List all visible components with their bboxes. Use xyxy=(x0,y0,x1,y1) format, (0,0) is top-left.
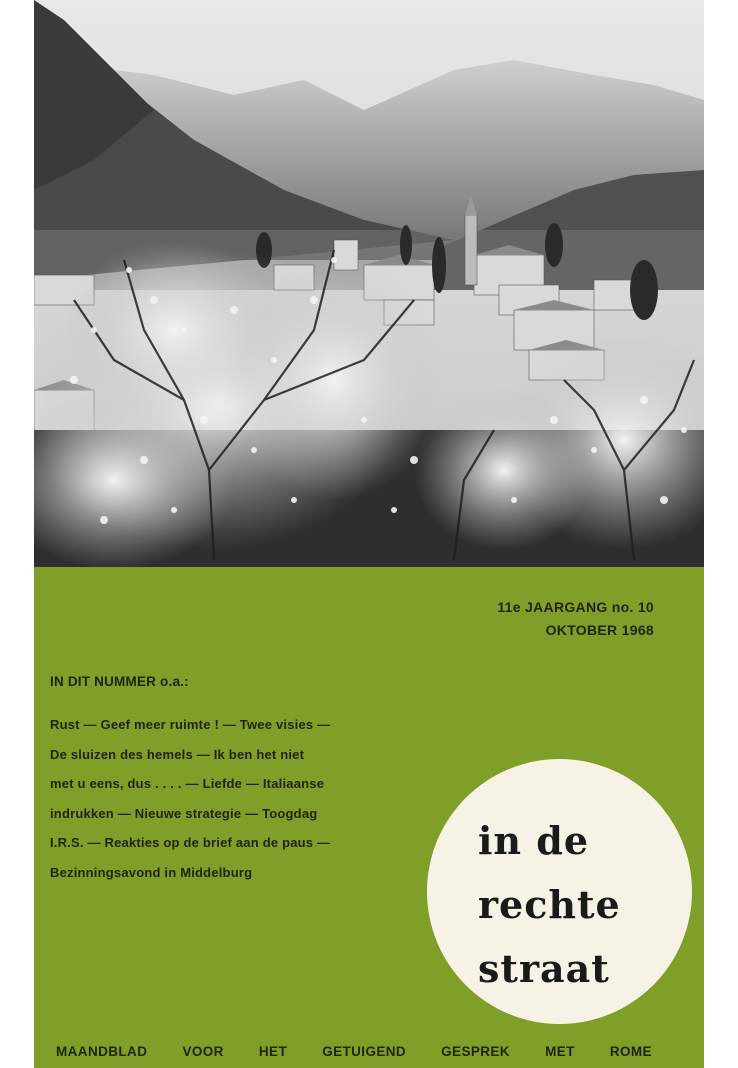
magazine-title xyxy=(478,809,688,1001)
footer-word: GETUIGEND xyxy=(322,1044,407,1059)
title-line: in de xyxy=(478,818,590,863)
issue-info xyxy=(497,596,654,642)
footer-word: ROME xyxy=(609,1044,652,1059)
contents-line: Bezinningsavond in Middelburg xyxy=(50,864,253,880)
footer-word: GESPREK xyxy=(441,1044,510,1059)
contents-line: Rust — Geef meer ruimte ! — Twee visies — xyxy=(50,717,331,732)
footer-tagline xyxy=(56,1044,652,1059)
footer-word: MET xyxy=(545,1044,575,1059)
contents-line: met u eens, dus . . . . — Liefde — Italiaanse xyxy=(50,776,325,791)
cover-photo-mountain-village xyxy=(34,0,704,567)
title-line: rechte xyxy=(478,882,621,927)
magazine-cover xyxy=(34,0,704,1068)
issue-date: OKTOBER 1968 xyxy=(545,622,654,638)
contents-line: indrukken — Nieuwe strategie — Toogdag xyxy=(50,805,318,821)
volume-line: 11e JAARGANG no. 10 xyxy=(497,599,654,615)
contents-list xyxy=(50,710,410,887)
footer-word: HET xyxy=(258,1044,288,1059)
cover-green-panel xyxy=(34,567,704,1068)
landscape-illustration xyxy=(34,0,704,567)
footer-word: MAANDBLAD xyxy=(56,1044,148,1059)
contents-line: De sluizen des hemels — Ik ben het niet xyxy=(50,746,305,762)
footer-word: VOOR xyxy=(182,1044,224,1059)
contents-line: I.R.S. — Reakties op de brief aan de paus — xyxy=(50,835,331,850)
contents-heading: IN DIT NUMMER o.a.: xyxy=(50,674,189,689)
title-line: straat xyxy=(478,946,610,991)
